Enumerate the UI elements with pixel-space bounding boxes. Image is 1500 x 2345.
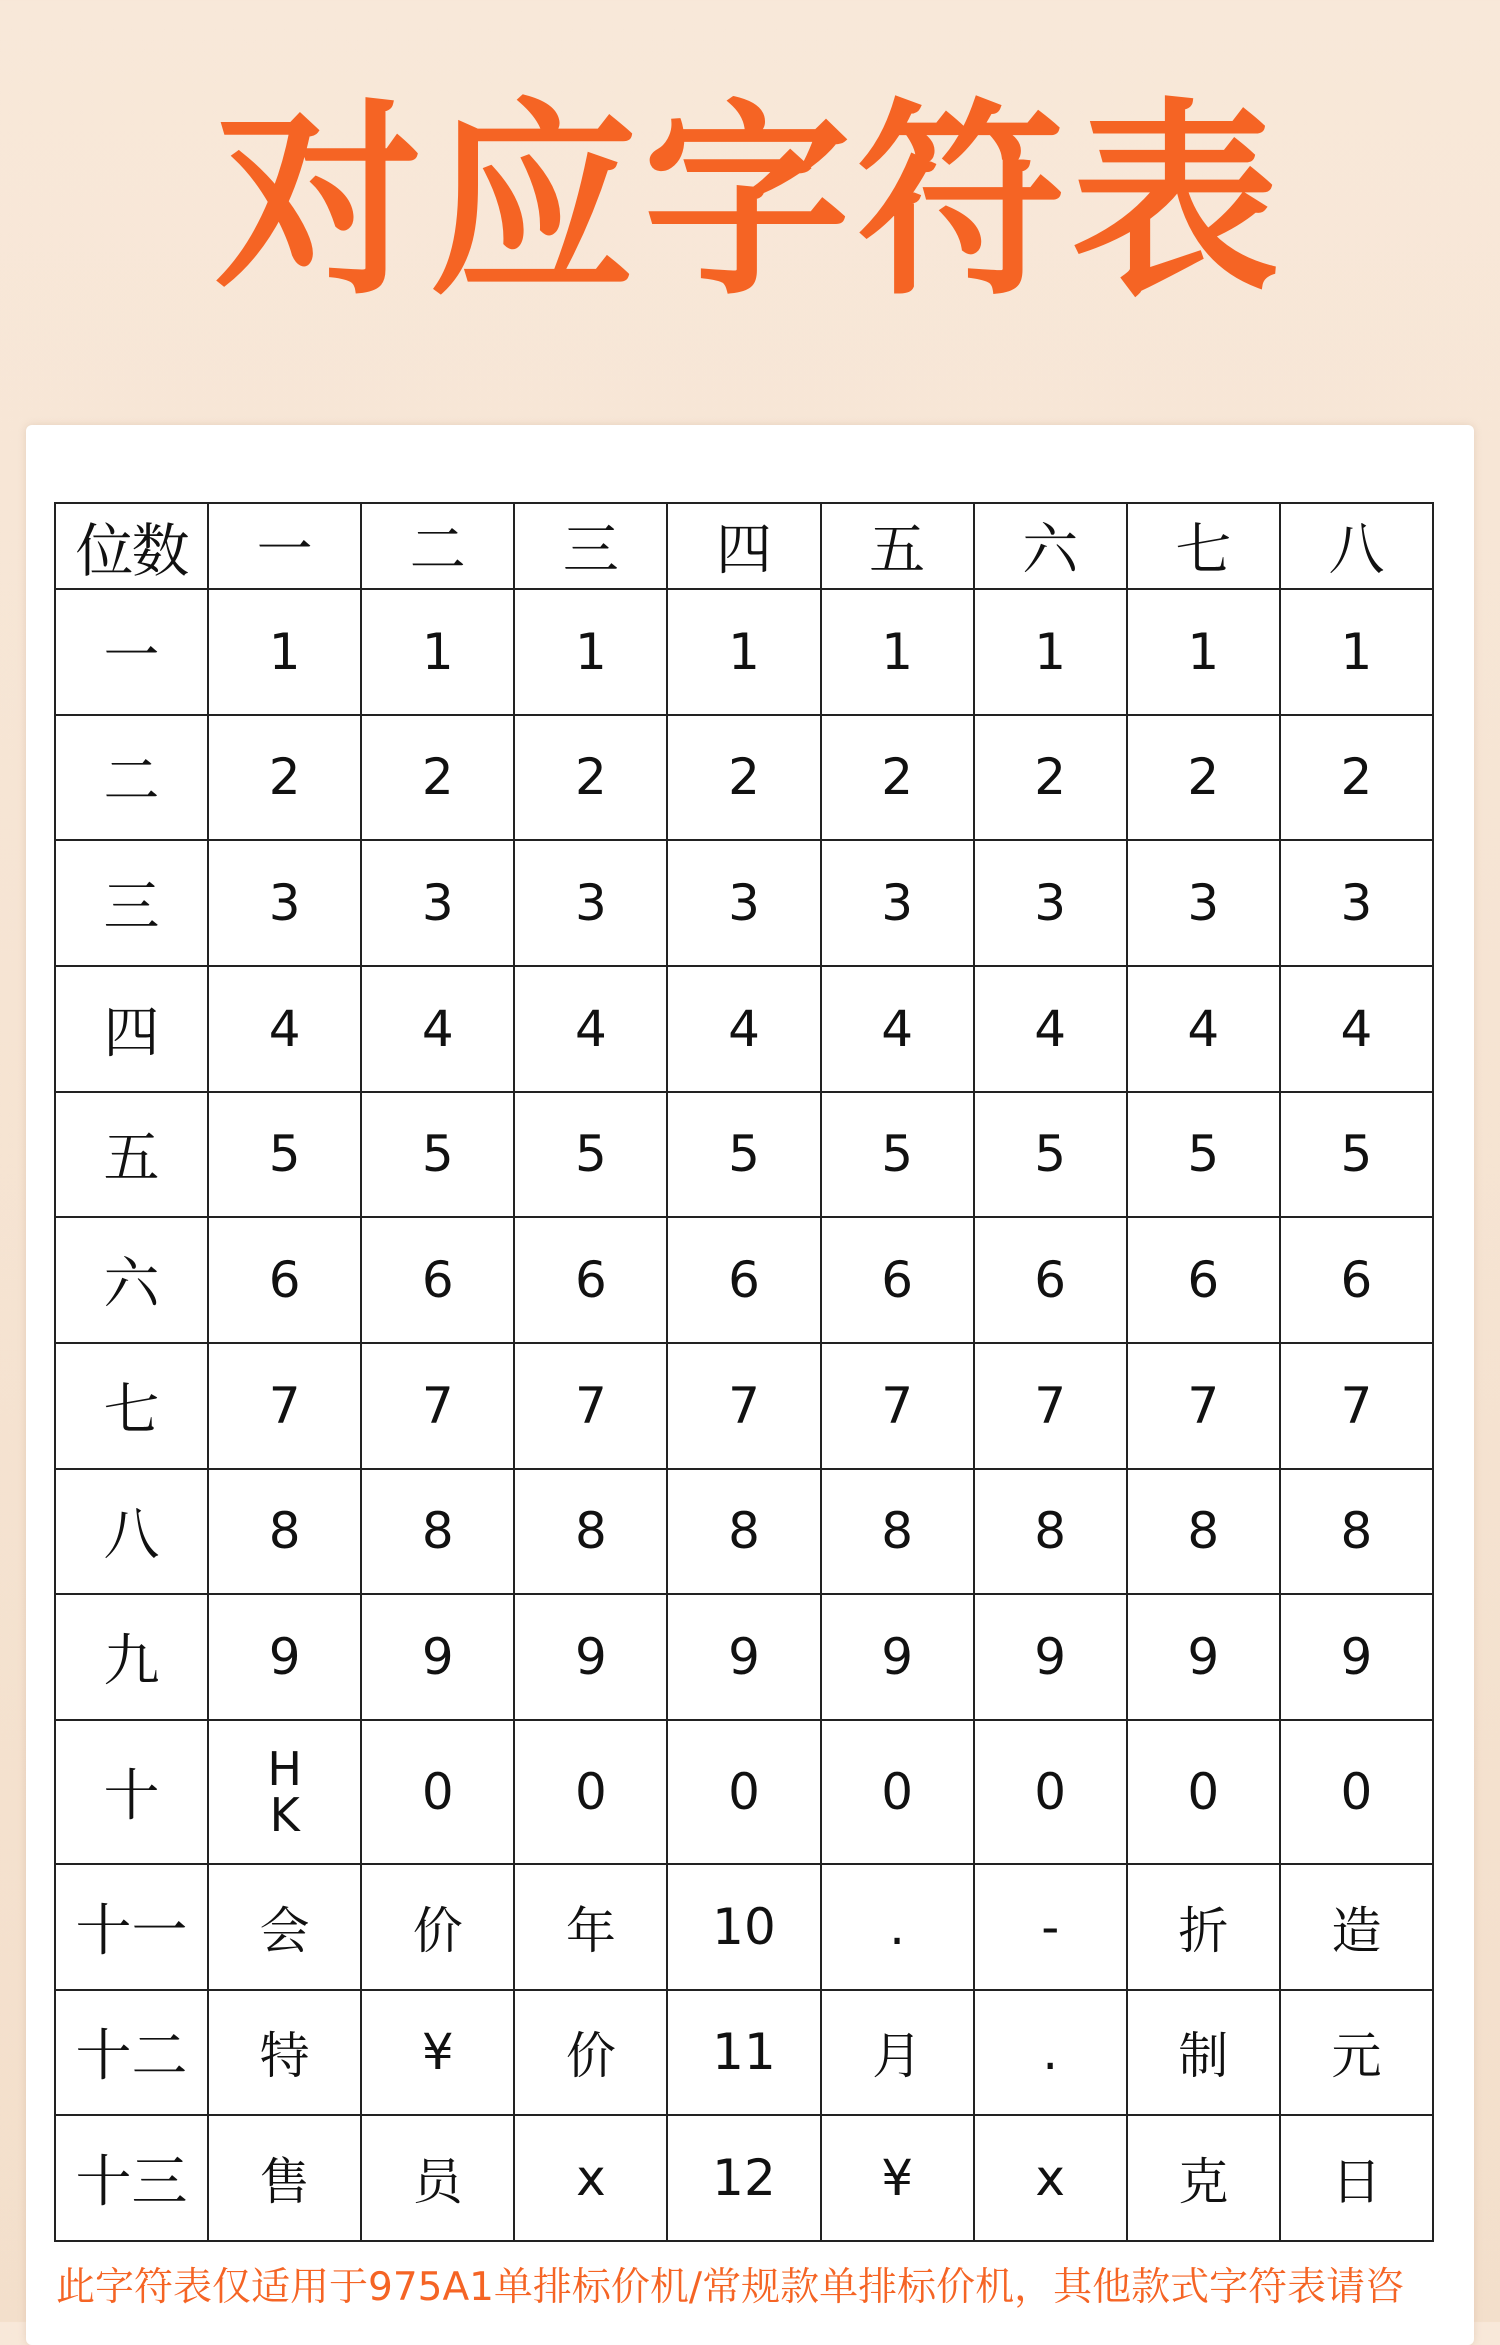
table-cell: 6	[361, 1217, 514, 1343]
column-header: 六	[974, 503, 1127, 589]
table-cell: 6	[974, 1217, 1127, 1343]
table-cell: 克	[1127, 2115, 1280, 2241]
row-header: 八	[55, 1469, 208, 1595]
table-cell: 2	[208, 715, 361, 841]
table-cell: 3	[1127, 840, 1280, 966]
table-cell: 售	[208, 2115, 361, 2241]
table-row	[55, 1720, 1433, 1864]
table-cell: 1	[514, 589, 667, 715]
table-cell: 0	[1280, 1720, 1433, 1864]
column-header: 七	[1127, 503, 1280, 589]
table-cell: 1	[974, 589, 1127, 715]
table-cell: 6	[514, 1217, 667, 1343]
table-cell: 5	[208, 1092, 361, 1218]
table-cell: 4	[1280, 966, 1433, 1092]
table-cell: 2	[667, 715, 820, 841]
table-cell: 10	[667, 1864, 820, 1990]
table-cell: 1	[361, 589, 514, 715]
column-header: 三	[514, 503, 667, 589]
table-cell: 8	[1127, 1469, 1280, 1595]
table-cell: 5	[514, 1092, 667, 1218]
table-cell: 0	[667, 1720, 820, 1864]
row-header: 十二	[55, 1990, 208, 2116]
character-table	[54, 502, 1434, 2242]
table-cell: 12	[667, 2115, 820, 2241]
table-cell: 造	[1280, 1864, 1433, 1990]
table-row	[55, 1864, 1433, 1990]
table-cell: 2	[514, 715, 667, 841]
table-cell: 4	[667, 966, 820, 1092]
table-cell: 7	[974, 1343, 1127, 1469]
table-cell: 6	[821, 1217, 974, 1343]
table-cell: 9	[821, 1594, 974, 1720]
table-cell: 7	[514, 1343, 667, 1469]
column-header: 八	[1280, 503, 1433, 589]
table-cell: 7	[667, 1343, 820, 1469]
table-cell: 0	[821, 1720, 974, 1864]
table-cell: 7	[1280, 1343, 1433, 1469]
table-cell: 9	[1127, 1594, 1280, 1720]
row-header: 五	[55, 1092, 208, 1218]
column-header: 四	[667, 503, 820, 589]
table-cell: 3	[1280, 840, 1433, 966]
table-cell: 4	[361, 966, 514, 1092]
table-cell: 6	[667, 1217, 820, 1343]
table-cell: 0	[1127, 1720, 1280, 1864]
table-cell: 9	[667, 1594, 820, 1720]
table-row	[55, 1217, 1433, 1343]
table-cell: x	[514, 2115, 667, 2241]
table-cell: 8	[821, 1469, 974, 1595]
row-header: 十三	[55, 2115, 208, 2241]
column-header: 五	[821, 503, 974, 589]
table-row	[55, 1990, 1433, 2116]
table-row	[55, 2115, 1433, 2241]
table-cell: 11	[667, 1990, 820, 2116]
table-cell: 7	[821, 1343, 974, 1469]
table-row	[55, 715, 1433, 841]
table-cell: 制	[1127, 1990, 1280, 2116]
table-cell: 6	[1280, 1217, 1433, 1343]
table-cell: 4	[1127, 966, 1280, 1092]
table-cell: 9	[361, 1594, 514, 1720]
table-cell: 2	[361, 715, 514, 841]
row-header: 三	[55, 840, 208, 966]
table-cell: 价	[361, 1864, 514, 1990]
table-cell: 6	[208, 1217, 361, 1343]
table-cell: ¥	[821, 2115, 974, 2241]
table-cell: 5	[821, 1092, 974, 1218]
table-cell: 员	[361, 2115, 514, 2241]
table-body	[55, 589, 1433, 2241]
table-cell: 8	[361, 1469, 514, 1595]
row-header: 七	[55, 1343, 208, 1469]
table-cell: 7	[361, 1343, 514, 1469]
row-header: 一	[55, 589, 208, 715]
table-cell: 8	[1280, 1469, 1433, 1595]
row-header: 九	[55, 1594, 208, 1720]
table-cell: 2	[974, 715, 1127, 841]
table-cell: 5	[1280, 1092, 1433, 1218]
table-cell: 3	[361, 840, 514, 966]
table-cell: 5	[361, 1092, 514, 1218]
table-cell: 1	[208, 589, 361, 715]
table-cell: 8	[974, 1469, 1127, 1595]
row-header: 十一	[55, 1864, 208, 1990]
table-cell: 3	[821, 840, 974, 966]
table-cell: 1	[821, 589, 974, 715]
table-cell: 2	[1280, 715, 1433, 841]
table-cell: 1	[1127, 589, 1280, 715]
table-cell: 3	[208, 840, 361, 966]
table-cell: 4	[974, 966, 1127, 1092]
table-cell: .	[821, 1864, 974, 1990]
table-cell: 4	[821, 966, 974, 1092]
table-row	[55, 589, 1433, 715]
table-cell: 3	[974, 840, 1127, 966]
page-title: 对应字符表	[215, 82, 1285, 324]
column-header: 二	[361, 503, 514, 589]
table-cell: 0	[361, 1720, 514, 1864]
table-cell: 4	[208, 966, 361, 1092]
footnote: 此字符表仅适用于975A1单排标价机/常规款单排标价机，其他款式字符表请咨	[56, 2265, 1405, 2310]
corner-header: 位数	[55, 503, 208, 589]
column-header: 一	[208, 503, 361, 589]
table-cell: 8	[208, 1469, 361, 1595]
table-cell: x	[974, 2115, 1127, 2241]
table-cell: 9	[974, 1594, 1127, 1720]
table-cell: 会	[208, 1864, 361, 1990]
table-cell: 2	[821, 715, 974, 841]
table-cell: 0	[974, 1720, 1127, 1864]
table-cell: 5	[667, 1092, 820, 1218]
table-row	[55, 1594, 1433, 1720]
table-cell: 7	[1127, 1343, 1280, 1469]
table-cell: 7	[208, 1343, 361, 1469]
table-cell: 日	[1280, 2115, 1433, 2241]
table-row	[55, 1092, 1433, 1218]
row-header: 四	[55, 966, 208, 1092]
table-row	[55, 966, 1433, 1092]
table-cell: 6	[1127, 1217, 1280, 1343]
table-cell: 价	[514, 1990, 667, 2116]
table-row	[55, 1343, 1433, 1469]
table-cell: 月	[821, 1990, 974, 2116]
table-cell: 3	[514, 840, 667, 966]
table-cell: 1	[1280, 589, 1433, 715]
table-cell: 0	[514, 1720, 667, 1864]
table-cell: 2	[1127, 715, 1280, 841]
row-header: 六	[55, 1217, 208, 1343]
row-header: 二	[55, 715, 208, 841]
table-cell: 年	[514, 1864, 667, 1990]
table-cell: 5	[1127, 1092, 1280, 1218]
table-cell: 4	[514, 966, 667, 1092]
table-cell: 特	[208, 1990, 361, 2116]
table-cell: H K	[208, 1720, 361, 1864]
header-row	[55, 503, 1433, 589]
table-cell: 3	[667, 840, 820, 966]
table-cell: 5	[974, 1092, 1127, 1218]
table-cell: 9	[514, 1594, 667, 1720]
table-cell: 1	[667, 589, 820, 715]
table-row	[55, 1469, 1433, 1595]
table-cell: .	[974, 1990, 1127, 2116]
table-cell: 折	[1127, 1864, 1280, 1990]
table-cell: 9	[1280, 1594, 1433, 1720]
table-cell: ¥	[361, 1990, 514, 2116]
row-header: 十	[55, 1720, 208, 1864]
table-row	[55, 840, 1433, 966]
table-cell: 9	[208, 1594, 361, 1720]
table-cell: 8	[514, 1469, 667, 1595]
table-cell: 元	[1280, 1990, 1433, 2116]
table-cell: 8	[667, 1469, 820, 1595]
table-cell: -	[974, 1864, 1127, 1990]
